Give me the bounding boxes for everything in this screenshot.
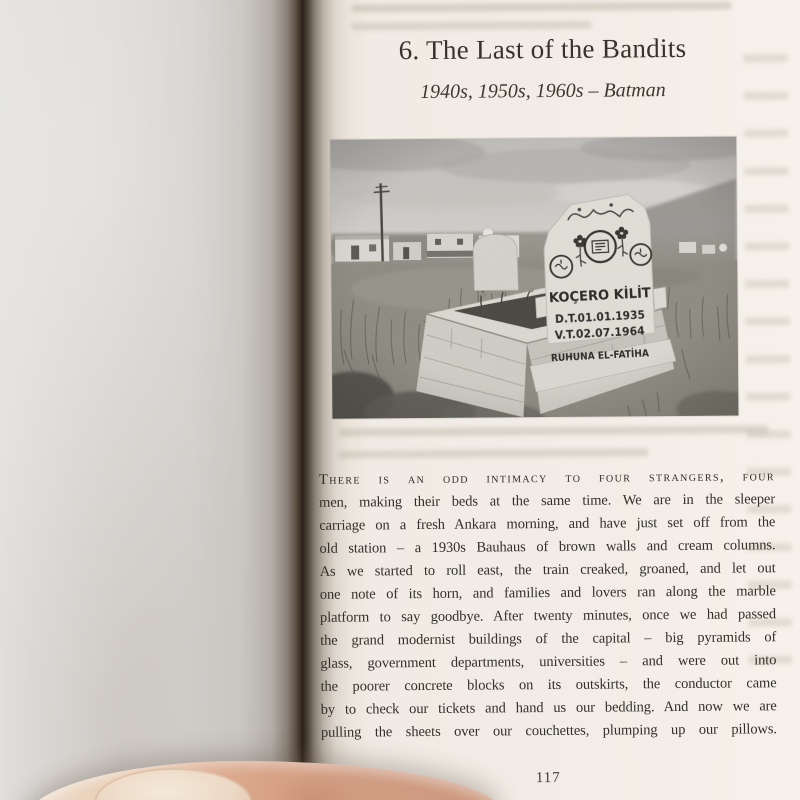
body-text-line: by to check our tickets and hand us our bedding. And now we are [320,698,777,718]
book-page [302,0,800,800]
page-number: 117 [535,769,561,787]
cemetery-photo [330,137,738,419]
showthrough-text-line [351,21,591,31]
body-text-line: old station – a 1930s Bauhaus of brown walls and cream columns. [319,537,776,557]
showthrough-text-line [351,2,731,13]
thumb-crease [270,771,360,800]
photo-vignette [330,137,738,419]
body-text-line: one note of its horn, and families and lovers ran along the marble [319,583,776,603]
page-content [299,0,800,800]
body-text-line: pulling the sheets over our couchettes, plumping up our pillows. [320,721,777,741]
body-text-line: men, making their beds at the same time. We are in the sleeper [319,491,776,511]
body-text-line: There is an odd intimacy to four strangers, four [318,468,775,488]
body-text-line: carriage on a fresh Ankara morning, and have just set off from the [319,514,776,534]
body-text-line: the poorer concrete blocks on its outskirts, the conductor came [320,675,777,695]
body-text-line: platform to say goodbye. After twenty minutes, once we had passed [319,606,777,626]
body-paragraph [319,465,777,745]
body-text-line: the grand modernist buildings of the capital – big pyramids of [320,629,777,649]
thumbnail-nail [94,768,252,800]
showthrough-text-line [339,448,649,458]
chapter-title: 6. The Last of the Bandits [398,32,687,66]
showthrough-text-line [339,425,769,436]
chapter-subtitle: 1940s, 1950s, 1960s – Batman [420,79,666,104]
body-text-line: As we started to roll east, the train creaked, groaned, and let out [319,560,776,580]
facing-page [0,0,302,800]
body-text-line: glass, government departments, universities – and were out into [320,652,777,672]
page-sheen [0,0,302,800]
